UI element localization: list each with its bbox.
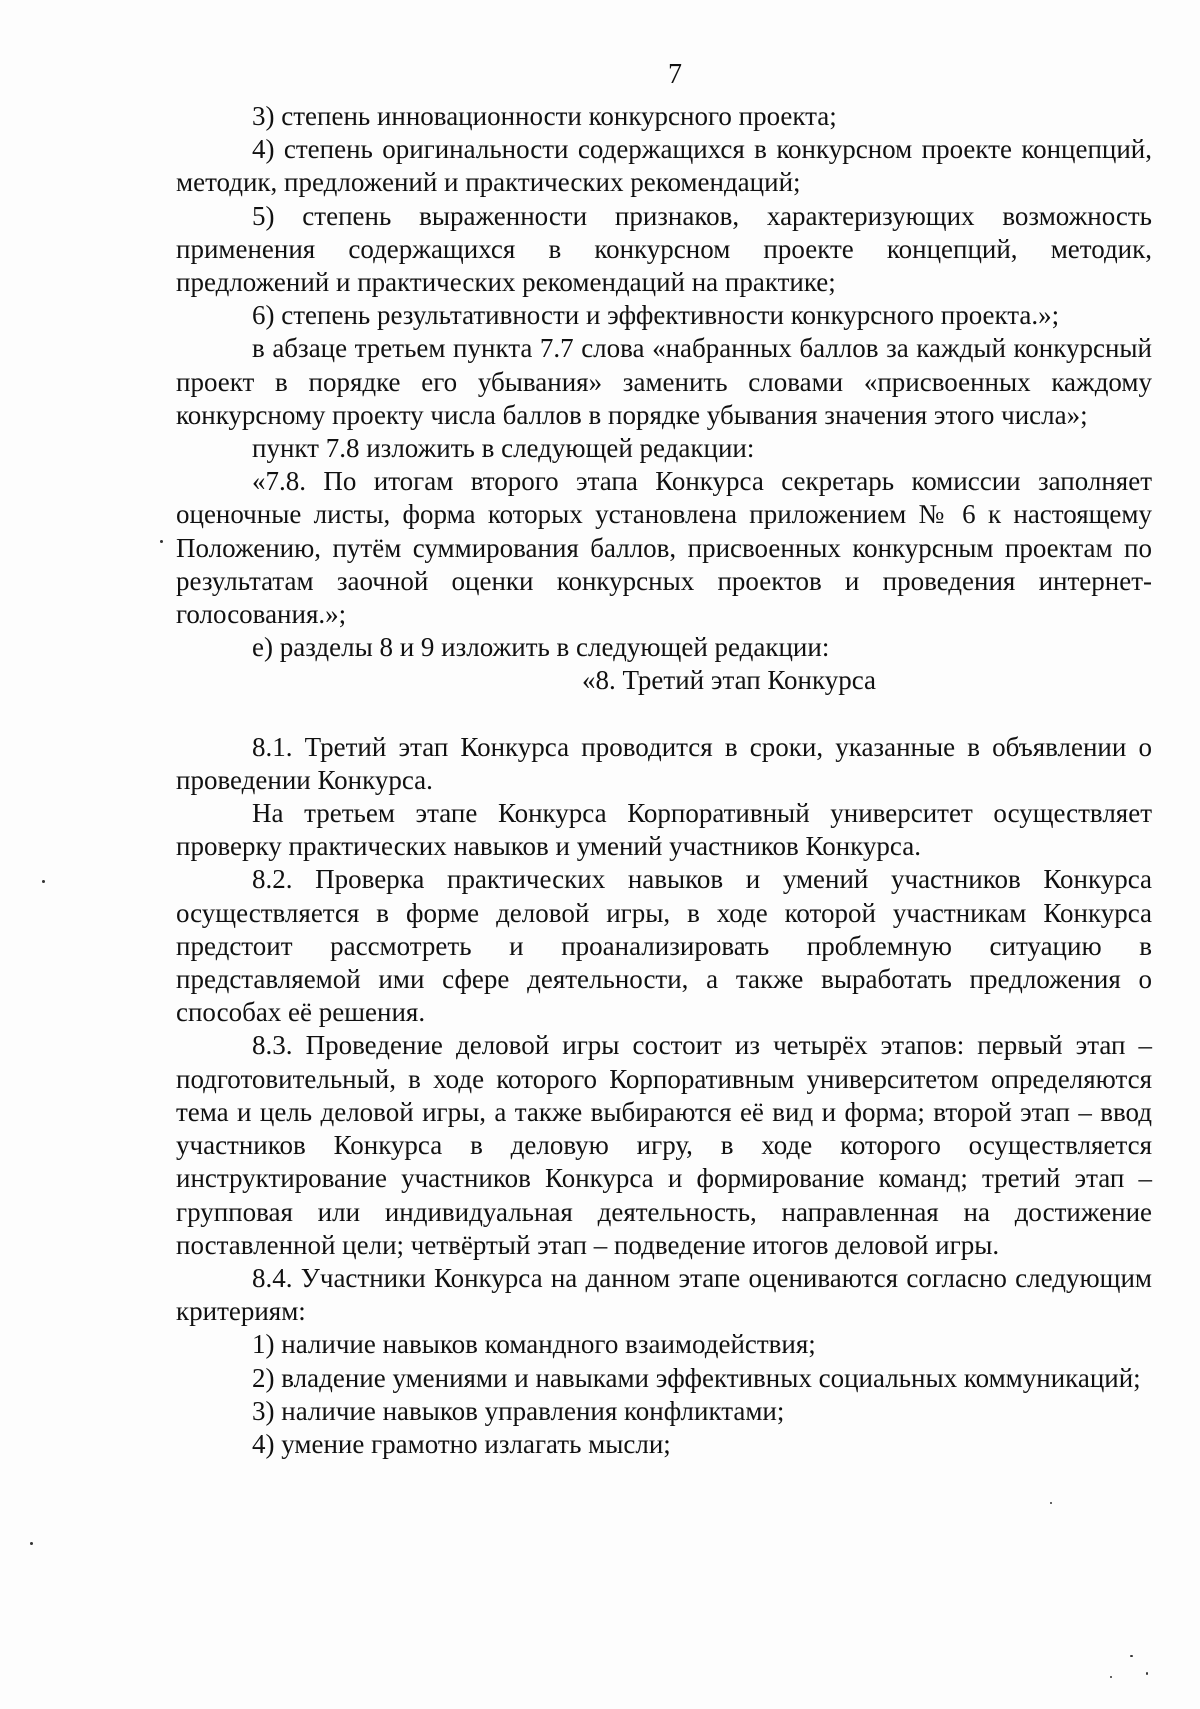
scan-speck (30, 1542, 33, 1545)
page-number: 7 (668, 59, 682, 90)
section-paragraph: 8.4. Участники Конкурса на данном этапе оцениваются согласно следующим критериям: (176, 1262, 1152, 1327)
paragraph: 3) степень инновационности конкурсного проекта; (252, 101, 837, 131)
section-paragraph: 8.1. Третий этап Конкурса проводится в сроки, указанные в объявлении о проведении Конкурса. (176, 731, 1152, 795)
paragraph: е) разделы 8 и 9 изложить в следующей редакции: (252, 632, 830, 663)
section-paragraph: На третьем этапе Конкурса Корпоративный университет осуществляет проверку практических навыков и умений участников Конкурса. (176, 798, 1152, 862)
paragraph: пункт 7.8 изложить в следующей редакции: (252, 433, 755, 464)
section-paragraph: 1) наличие навыков командного взаимодействия; (252, 1329, 816, 1360)
scan-speck (1050, 1502, 1052, 1504)
section-spacer (176, 698, 1152, 731)
paragraph: в абзаце третьем пункта 7.7 слова «набранных баллов за каждый конкурсный проект в порядке его убывания» заменить словами «присвоенных каждому конкурсному проекту числа баллов в порядке убывания значения этого числа»; (176, 333, 1152, 430)
section-paragraph: 8.2. Проверка практических навыков и умений участников Конкурса осуществляется в форме деловой игры, в ходе которой участникам Конкурса предстоит рассмотреть и проанализировать проблемную ситуацию в представляемой ими сфере деятельности, а также выработать предложения о способах её решения. (176, 864, 1152, 1028)
paragraph: 6) степень результативности и эффективности конкурсного проекта.»; (252, 300, 1060, 331)
scan-speck (1130, 1655, 1133, 1657)
section-paragraph: 8.3. Проведение деловой игры состоит из четырёх этапов: первый этап – подготовительный, в ходе которого Корпоративным университетом определяются тема и цель деловой игры, а также выбираются её вид и форма; второй этап – ввод участников Конкурса в деловую игру, в ходе которого осуществляется инструктирование участников Конкурса и формирование команд; третий этап – групповая или индивидуальная деятельность, направленная на достижение поставленной цели; четвёртый этап – подведение итогов деловой игры. (176, 1030, 1152, 1260)
paragraph: «7.8. По итогам второго этапа Конкурса секретарь комиссии заполняет оценочные листы, форма которых установлена приложением № 6 к настоящему Положению, путём суммирования баллов, присвоенных конкурсным проектам по результатам заочной оценки конкурсных проектов и проведения интернет-голосования.»; (176, 466, 1152, 630)
section-paragraph: 4) умение грамотно излагать мысли; (252, 1428, 671, 1459)
paragraph: 4) степень оригинальности содержащихся в конкурсном проекте концепций, методик, предложений и практических рекомендаций; (176, 134, 1152, 198)
section-paragraph: 2) владение умениями и навыками эффективных социальных коммуникаций; (252, 1362, 1141, 1393)
scan-speck (1110, 1676, 1112, 1678)
section-heading: «8. Третий этап Конкурса (581, 665, 877, 696)
document-body (176, 100, 1152, 1461)
scan-speck (1146, 1672, 1148, 1675)
scan-speck (42, 880, 45, 883)
scan-speck (160, 540, 163, 543)
paragraph: 5) степень выраженности признаков, характеризующих возможность применения содержащихся в конкурсном проекте концепций, методик, предложений и практических рекомендаций на практике; (176, 200, 1152, 298)
section-paragraph: 3) наличие навыков управления конфликтами; (252, 1395, 785, 1426)
